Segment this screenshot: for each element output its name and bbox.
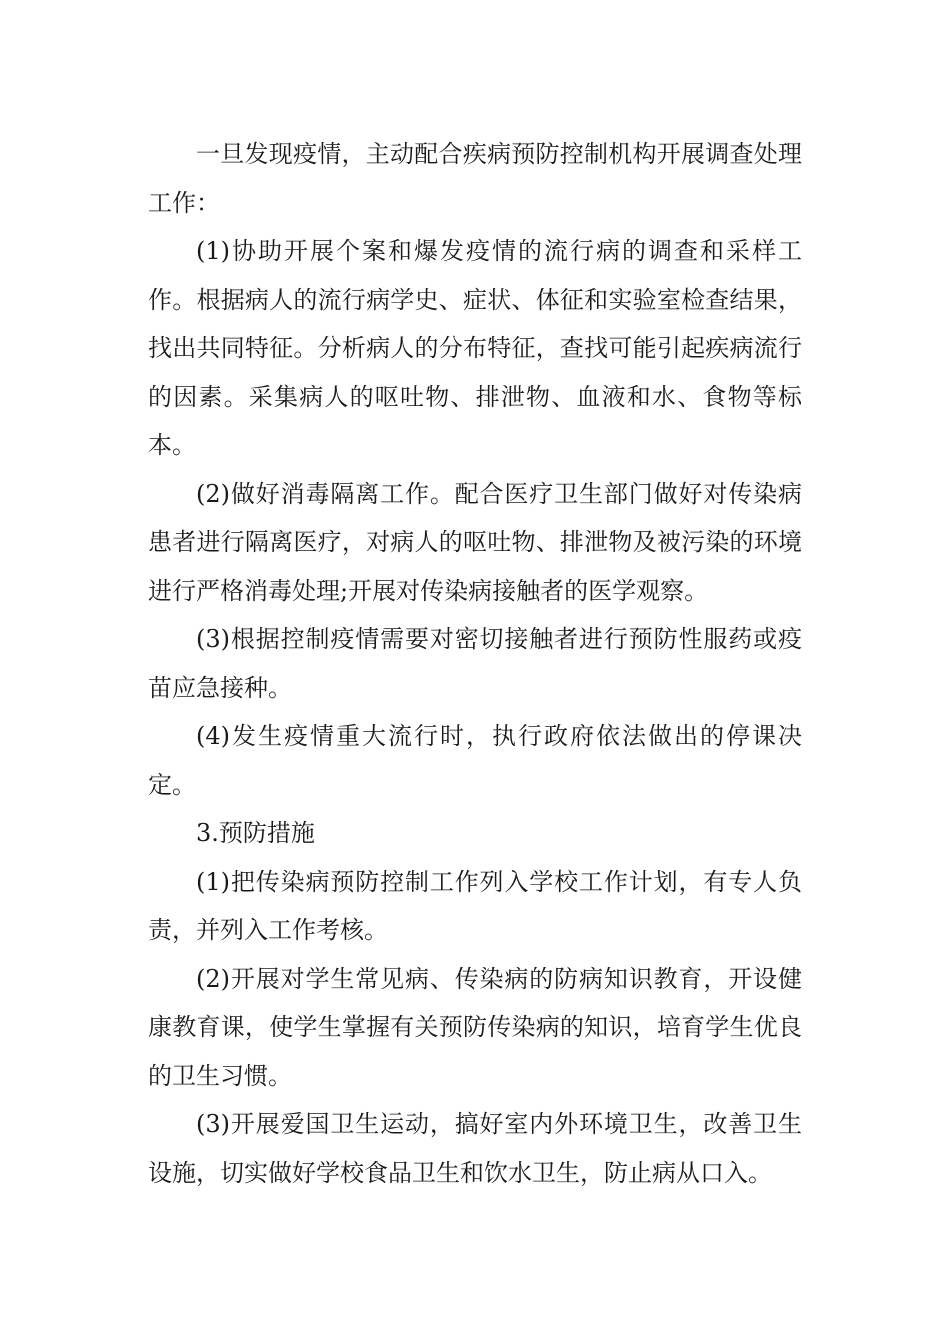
paragraph-disinfection: (2)做好消毒隔离工作。配合医疗卫生部门做好对传染病患者进行隔离医疗，对病人的呕吐物、排泄物及被污染的环境进行严格消毒处理;开展对传染病接触者的医学观察。 — [148, 479, 802, 605]
paragraph-investigation: (1)协助开展个案和爆发疫情的流行病的调查和采样工作。根据病人的流行病学史、症状、体征和实验室检查结果，找出共同特征。分析病人的分布特征，查找可能引起疾病流行的因素。采集病人的呕吐物、排泄物、血液和水、食物等标本。 — [148, 237, 802, 459]
paragraph-vaccination: (3)根据控制疫情需要对密切接触者进行预防性服药或疫苗应急接种。 — [148, 625, 802, 702]
paragraph-work-plan: (1)把传染病预防控制工作列入学校工作计划，有专人负责，并列入工作考核。 — [148, 867, 802, 944]
paragraph-sanitation: (3)开展爱国卫生运动，搞好室内外环境卫生，改善卫生设施，切实做好学校食品卫生和饮水卫生，防止病从口入。 — [148, 1110, 802, 1187]
section-heading-prevention: 3.预防措施 — [196, 819, 315, 847]
paragraph-class-suspension: (4)发生疫情重大流行时，执行政府依法做出的停课决定。 — [148, 722, 802, 799]
paragraph-outbreak-response: 一旦发现疫情，主动配合疾病预防控制机构开展调查处理工作： — [148, 140, 802, 217]
paragraph-health-education: (2)开展对学生常见病、传染病的防病知识教育，开设健康教育课，使学生掌握有关预防传染病的知识，培育学生优良的卫生习惯。 — [148, 964, 802, 1090]
document-body — [148, 130, 802, 1197]
